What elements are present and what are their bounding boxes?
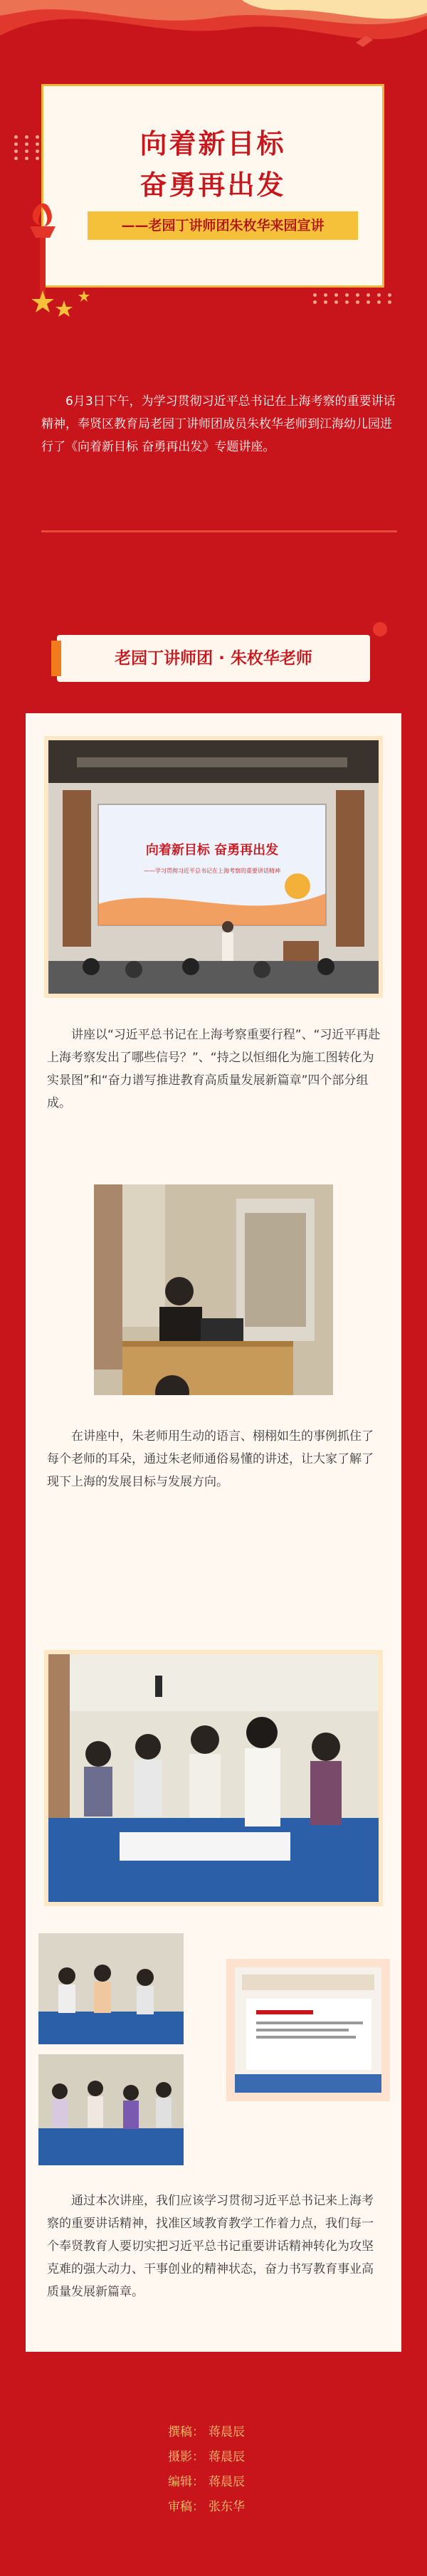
title-subtitle: ——老园丁讲师团朱枚华来园宣讲 — [88, 211, 358, 240]
paragraph-1: 讲座以“习近平总书记在上海考察重要行程”、“习近平再赴上海考察发出了哪些信号？”、“持之以恒细化为施工图转化为实景图”和“奋力谱写推进教育高质量发展新篇章”四个部分组成。 — [47, 1028, 381, 1110]
credit-row — [0, 2420, 427, 2445]
credit-label: 摄影： — [168, 2450, 204, 2464]
audience-illustration — [48, 1654, 379, 1902]
credit-row — [0, 2445, 427, 2470]
dot-pattern — [313, 293, 395, 304]
slide-closeup-illustration — [235, 1967, 381, 2093]
credit-value: 蒋晨辰 — [209, 2425, 245, 2439]
divider — [41, 530, 397, 532]
paragraph-2: 在讲座中，朱老师用生动的语言、栩栩如生的事例抓住了每个老师的耳朵，通过朱老师通俗易懂的讲述，让大家了解了现下上海的发展目标与发展方向。 — [47, 1429, 374, 1489]
credits — [0, 2420, 427, 2520]
section-heading — [57, 635, 370, 682]
intro-paragraph: 6月3日下午，为学习贯彻习近平总书记在上海考察的重要讲话精神，奉贤区教育局老园丁讲师团成员朱枚华老师到江海幼儿园进行了《向着新目标 奋勇再出发》专题讲座。 — [41, 394, 396, 454]
title-line-1: 向着新目标 — [139, 128, 286, 159]
dot-pattern — [14, 135, 43, 160]
slide-closeup-photo — [226, 1959, 390, 2101]
audience-photo — [44, 1650, 383, 1906]
slide-subtitle: ——学习贯彻习近平总书记在上海考察的重要讲话精神 — [144, 868, 280, 874]
slide-title: 向着新目标 奋勇再出发 — [145, 843, 279, 858]
lecture-hall-photo — [44, 736, 383, 998]
title-card — [41, 84, 384, 288]
title-line-2: 奋勇再出发 — [139, 169, 286, 201]
credit-row — [0, 2495, 427, 2520]
classroom-photo-1 — [38, 1933, 184, 2044]
classroom-illustration-2 — [38, 2054, 184, 2165]
credit-label: 审稿： — [168, 2500, 204, 2514]
stars-icon — [28, 285, 100, 327]
credit-label: 撰稿： — [168, 2425, 204, 2439]
classroom-photo-2 — [38, 2054, 184, 2165]
credit-label: 编辑： — [168, 2475, 204, 2489]
credit-value: 张东华 — [209, 2500, 245, 2514]
bubble-icon — [371, 621, 393, 642]
credit-row — [0, 2470, 427, 2495]
section-heading-text: 老园丁讲师团 · 朱枚华老师 — [115, 649, 312, 668]
lecture-hall-illustration — [48, 740, 379, 994]
speaker-photo — [94, 1184, 333, 1395]
credit-value: 蒋晨辰 — [209, 2475, 245, 2489]
speaker-illustration — [94, 1184, 333, 1395]
classroom-illustration-1 — [38, 1933, 184, 2044]
wave-decoration — [0, 0, 427, 68]
content-panel — [26, 713, 401, 2352]
credit-value: 蒋晨辰 — [209, 2450, 245, 2464]
paragraph-3: 通过本次讲座，我们应该学习贯彻习近平总书记来上海考察的重要讲话精神，找准区域教育教学工作着力点，我们每一个奉贤教育人要切实把习近平总书记重要讲话精神转化为攻坚克难的强大动力、干事创业的精神状态，奋力书写教育事业高质量发展新篇章。 — [47, 2194, 374, 2299]
